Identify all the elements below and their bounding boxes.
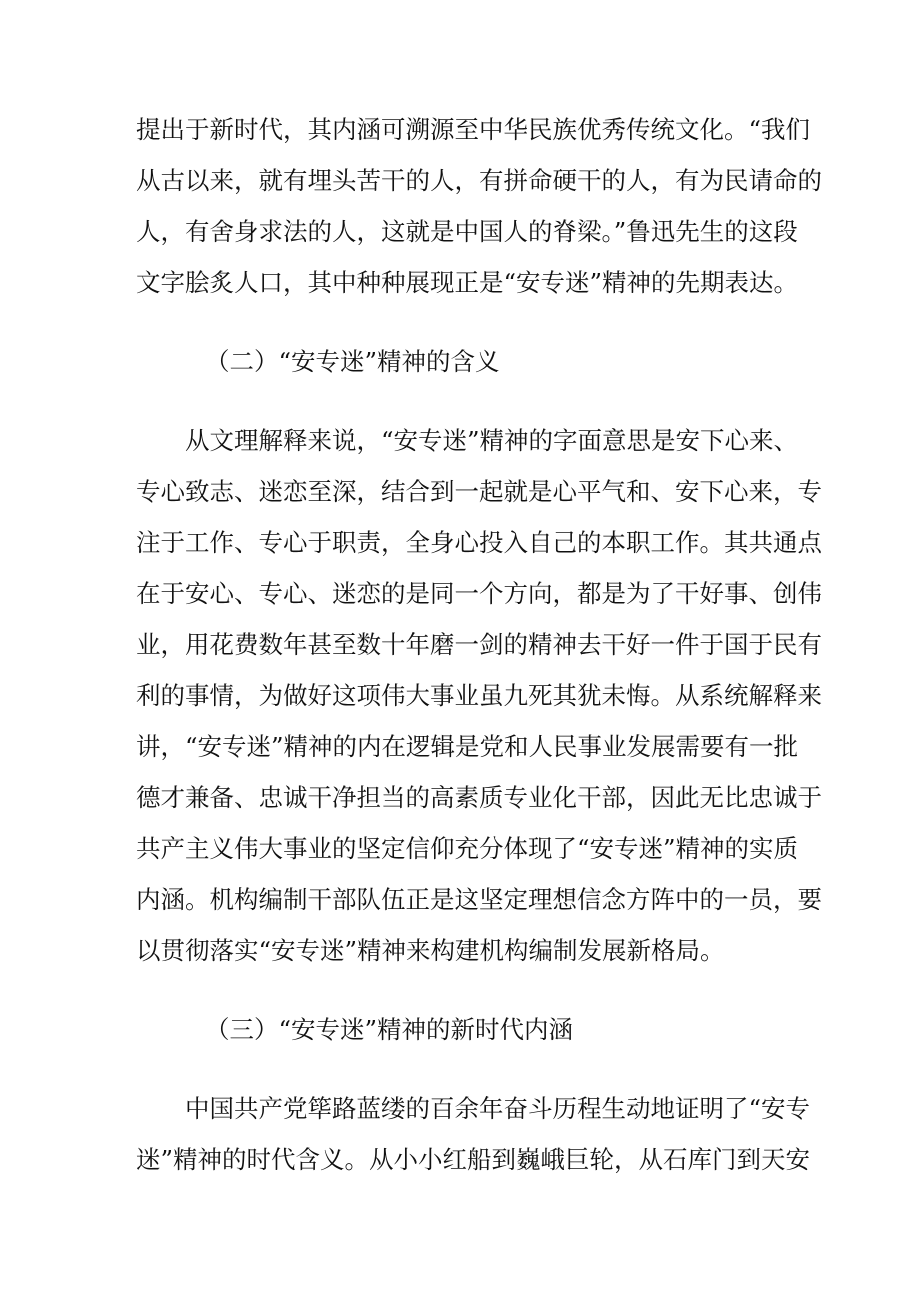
paragraph-2-line: 讲，“安专迷”精神的内在逻辑是党和人民事业发展需要有一批 xyxy=(136,732,799,761)
paragraph-2-line: 在于安心、专心、迷恋的是同一个方向，都是为了干好事、创伟 xyxy=(136,579,822,608)
paragraph-3-line: 中国共产党筚路蓝缕的百余年奋斗历程生动地证明了“安专 xyxy=(185,1094,811,1123)
paragraph-2-line: 专心致志、迷恋至深，结合到一起就是心平气和、安下心来，专 xyxy=(136,477,822,506)
paragraph-2-line: 业，用花费数年甚至数十年磨一剑的精神去干好一件于国于民有 xyxy=(136,630,822,659)
paragraph-1-line: 从古以来，就有埋头苦干的人，有拼命硬干的人，有为民请命的 xyxy=(136,166,822,195)
paragraph-2-line: 共产主义伟大事业的坚定信仰充分体现了“安专迷”精神的实质 xyxy=(136,834,799,863)
section-heading-3: （三）“安专迷”精神的新时代内涵 xyxy=(205,1015,574,1044)
section-heading-2: （二）“安专迷”精神的含义 xyxy=(205,347,500,376)
paragraph-2-line: 内涵。机构编制干部队伍正是这坚定理想信念方阵中的一员，要 xyxy=(136,885,822,914)
paragraph-3-line: 迷”精神的时代含义。从小小红船到巍峨巨轮，从石库门到天安 xyxy=(136,1145,811,1174)
paragraph-1-line: 文字脍炙人口，其中种种展现正是“安专迷”精神的先期表达。 xyxy=(136,268,799,297)
paragraph-2-line: 注于工作、专心于职责，全身心投入自己的本职工作。其共通点 xyxy=(136,528,822,557)
paragraph-2-line: 从文理解释来说，“安专迷”精神的字面意思是安下心来、 xyxy=(185,426,799,455)
paragraph-1-line: 提出于新时代，其内涵可溯源至中华民族优秀传统文化。“我们 xyxy=(136,115,811,144)
paragraph-2-line: 德才兼备、忠诚干净担当的高素质专业化干部，因此无比忠诚于 xyxy=(136,783,822,812)
paragraph-2-line: 以贯彻落实“安专迷”精神来构建机构编制发展新格局。 xyxy=(136,936,725,965)
paragraph-2-line: 利的事情，为做好这项伟大事业虽九死其犹未悔。从系统解释来 xyxy=(136,681,822,710)
paragraph-1-line: 人，有舍身求法的人，这就是中国人的脊梁。”鲁迅先生的这段 xyxy=(136,217,798,246)
